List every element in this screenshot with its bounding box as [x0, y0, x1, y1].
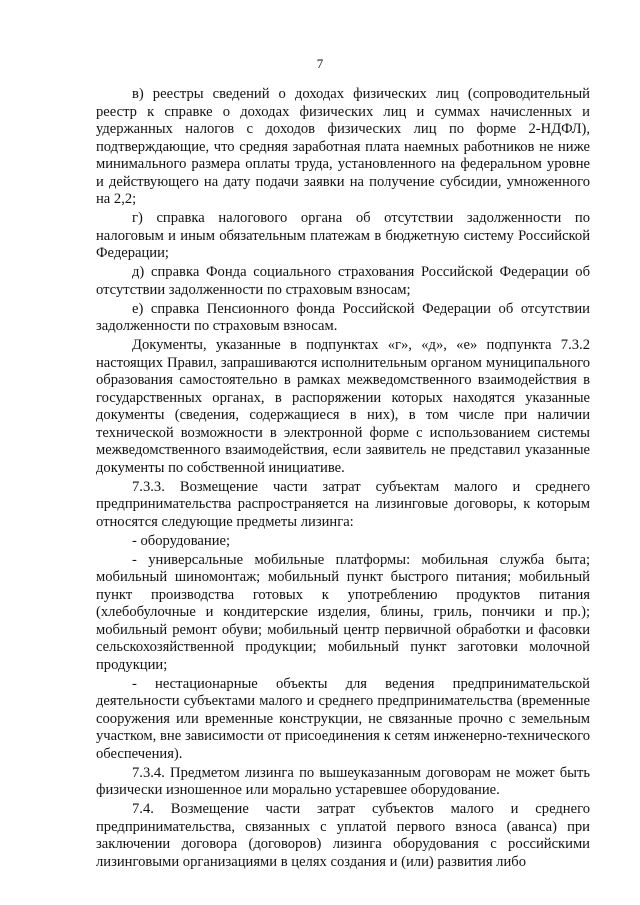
paragraph-e-pension-fund-certificate: е) справка Пенсионного фонда Российской Федерации об отсутствии задолженности по страховым взносам. — [96, 300, 590, 334]
list-item-mobile-platforms: - универсальные мобильные платформы: мобильная служба быта; мобильный шиномонтаж; мобильный пункт быстрого питания; мобильный пункт производства готовых к употреблению продуктов питания (хлебобулочные и кондитерские изделия, блины, гриль, пончики и пр.); мобильный ремонт обуви; мобильный центр первичной обработки и фасовки сельскохозяйственной продукции; мобильный пункт заготовки молочной продукции; — [96, 551, 590, 673]
paragraph-documents-request: Документы, указанные в подпунктах «г», «д», «е» подпункта 7.3.2 настоящих Правил, запрашиваются исполнительным органом муниципального образования самостоятельно в рамках межведомственного взаимодействия в государственных органах, в распоряжении которых находятся указанные документы (сведения, содержащиеся в них), в том числе при наличии технической возможности в электронной форме с использованием системы межведомственного взаимодействия, если заявитель не представил указанные документы по собственной инициативе. — [96, 337, 590, 476]
list-item-non-stationary-objects: - нестационарные объекты для ведения предпринимательской деятельности субъектами малого и среднего предпринимательства (временные сооружения или временные конструкции, не связанные прочно с земельным участком, вне зависимости от присоединения к сетям инженерно-технического обеспечения). — [96, 675, 590, 762]
page-number: 7 — [316, 56, 324, 71]
paragraph-7-4: 7.4. Возмещение части затрат субъектов малого и среднего предпринимательства, связанных с уплатой первого взноса (аванса) при заключении договора (договоров) лизинга оборудования с российскими лизинговыми организациями в целях создания и (или) развития либо — [96, 801, 590, 870]
document-body — [96, 86, 590, 873]
paragraph-g-tax-certificate: г) справка налогового органа об отсутствии задолженности по налоговым и иным обязательным платежам в бюджетную систему Российской Федерации; — [96, 210, 590, 261]
paragraph-v-income-registers: в) реестры сведений о доходах физических лиц (сопроводительный реестр к справке о доходах физических лиц и суммах начисленных и удержанных налогов с доходов физических лиц по форме 2-НДФЛ), подтверждающие, что средняя заработная плата наемных работников не ниже минимального размера оплаты труда, установленного на федеральном уровне и действующего на дату подачи заявки на получение субсидии, умноженного на 2,2; — [96, 86, 590, 207]
list-item-equipment: - оборудование; — [132, 532, 231, 549]
paragraph-7-3-3: 7.3.3. Возмещение части затрат субъектам малого и среднего предпринимательства распространяется на лизинговые договоры, к которым относятся следующие предметы лизинга: — [96, 478, 590, 530]
paragraph-d-social-insurance-certificate: д) справка Фонда социального страхования Российской Федерации об отсутствии задолженности по страховым взносам; — [96, 264, 590, 298]
paragraph-7-3-4: 7.3.4. Предметом лизинга по вышеуказанным договорам не может быть физически изношенное или морально устаревшее оборудование. — [96, 764, 590, 798]
